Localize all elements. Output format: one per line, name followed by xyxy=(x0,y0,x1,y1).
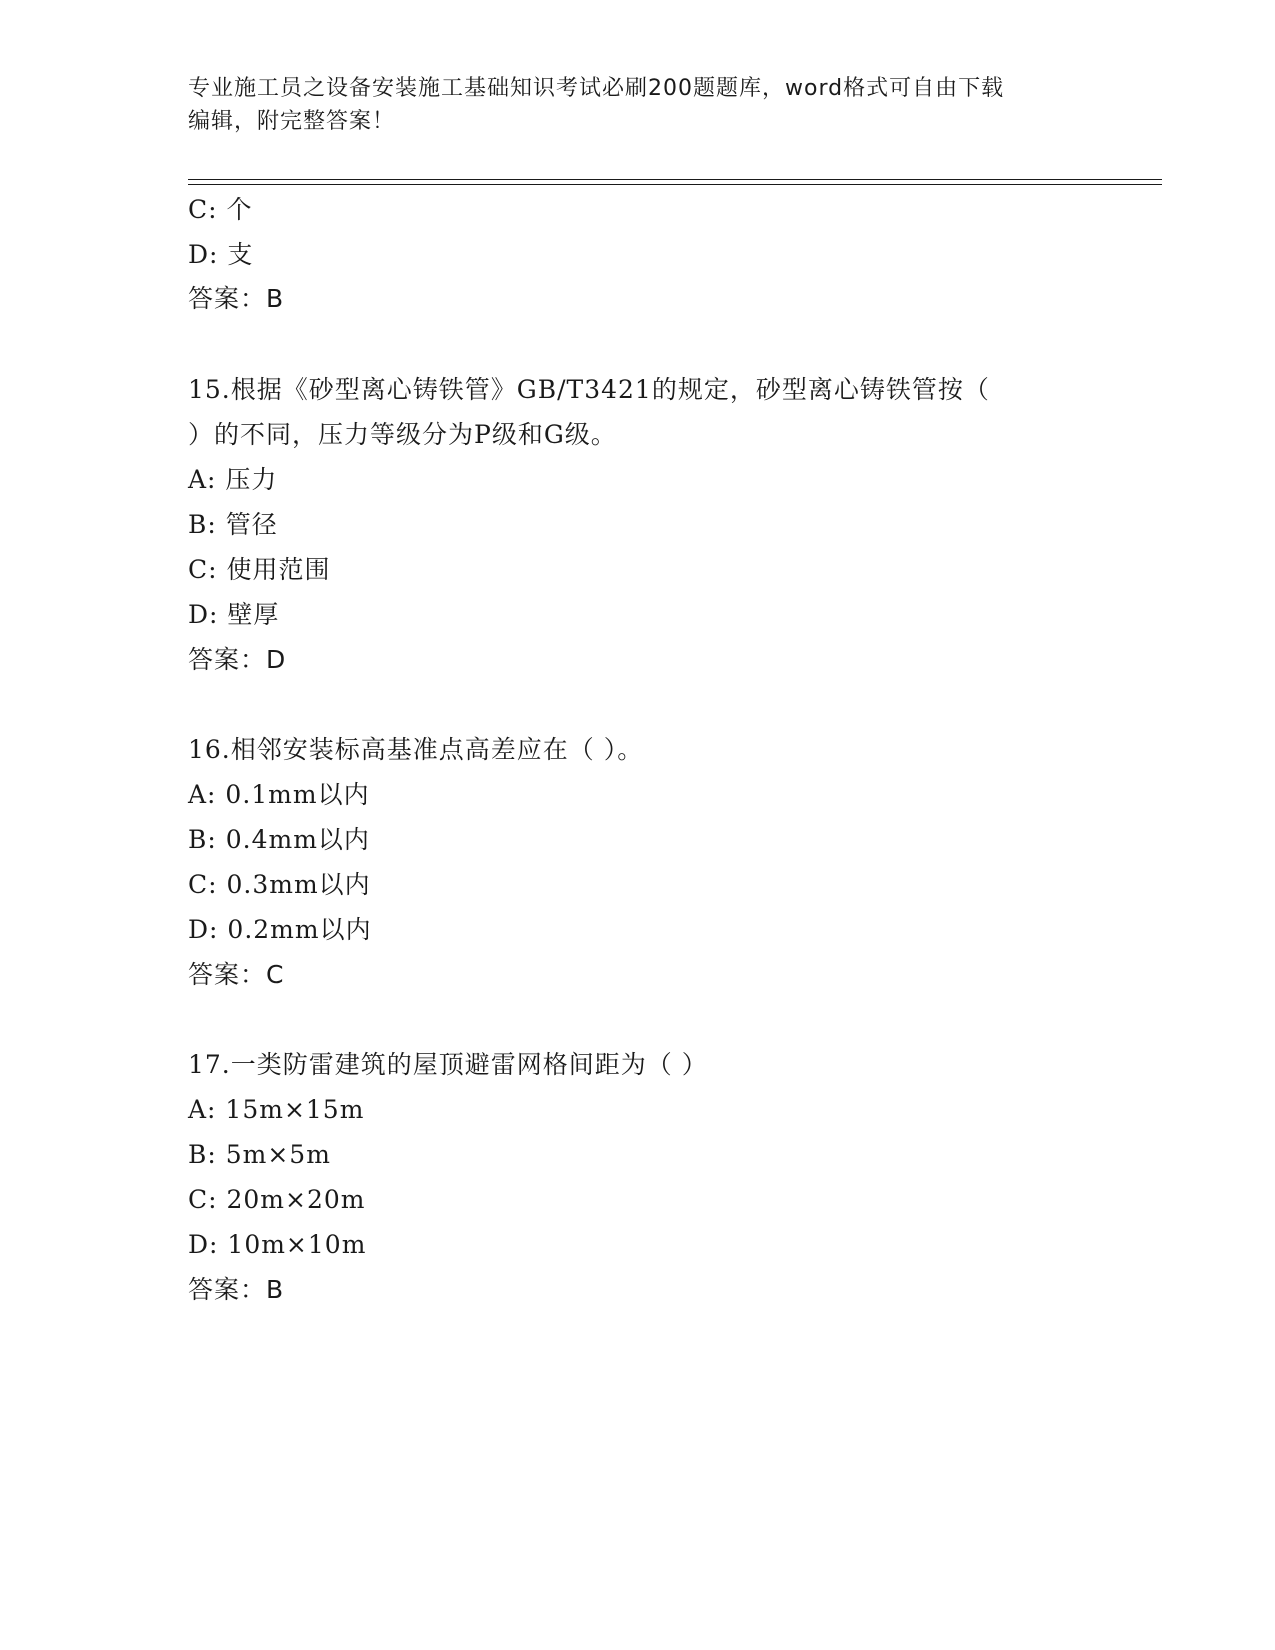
header-line-2: 编辑，附完整答案！ xyxy=(188,109,396,134)
q15-answer: 答案：D xyxy=(188,645,287,674)
q15-option-b: B: 管径 xyxy=(188,510,278,539)
q16-option-a: A: 0.1mm以内 xyxy=(188,780,370,809)
q15-stem-line-2: ）的不同，压力等级分为P级和G级。 xyxy=(188,420,617,449)
document-header xyxy=(188,72,1088,138)
q16-option-b: B: 0.4mm以内 xyxy=(188,825,370,854)
header-line-1: 专业施工员之设备安装施工基础知识考试必刷200题题库，word格式可自由下载 xyxy=(188,76,1005,101)
q17-option-b: B: 5m×5m xyxy=(188,1140,331,1169)
q17-option-c: C: 20m×20m xyxy=(188,1185,366,1214)
q16-option-d: D: 0.2mm以内 xyxy=(188,915,372,944)
q15-option-c: C: 使用范围 xyxy=(188,555,331,584)
q15-option-a: A: 压力 xyxy=(188,465,278,494)
prev-answer: 答案：B xyxy=(188,284,285,313)
q17-answer: 答案：B xyxy=(188,1275,285,1304)
q15-stem-line-1: 15.根据《砂型离心铸铁管》GB/T3421的规定，砂型离心铸铁管按（ xyxy=(188,375,990,404)
header-divider-top xyxy=(188,179,1162,180)
prev-option-d: D: 支 xyxy=(188,240,254,269)
header-divider-bottom xyxy=(188,184,1162,185)
q16-stem: 16.相邻安装标高基准点高差应在（ ）。 xyxy=(188,735,644,764)
q16-option-c: C: 0.3mm以内 xyxy=(188,870,371,899)
q17-option-a: A: 15m×15m xyxy=(188,1095,365,1124)
prev-option-c: C: 个 xyxy=(188,195,253,224)
q15-option-d: D: 壁厚 xyxy=(188,600,280,629)
q16-answer: 答案：C xyxy=(188,960,285,989)
q17-option-d: D: 10m×10m xyxy=(188,1230,367,1259)
q17-stem: 17.一类防雷建筑的屋顶避雷网格间距为（ ） xyxy=(188,1050,708,1079)
